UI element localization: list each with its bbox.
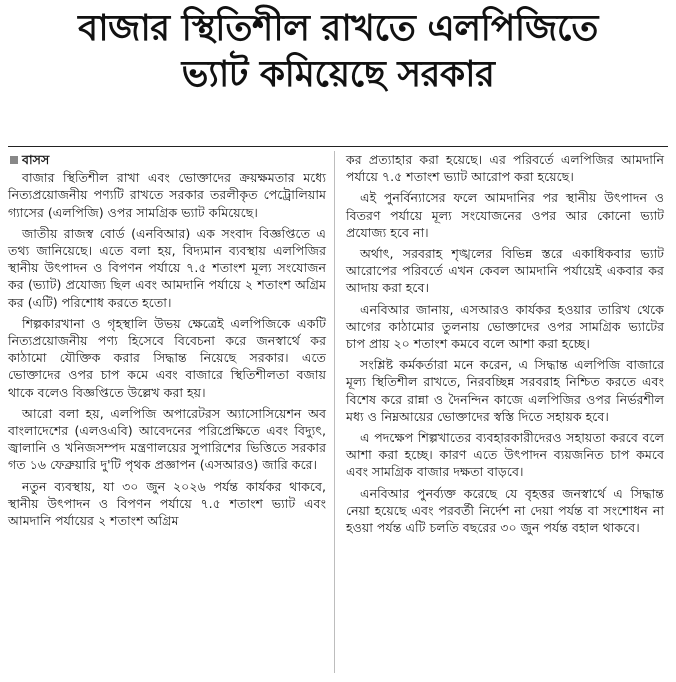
article-column-left xyxy=(8,151,326,533)
paragraph: নতুন ব্যবস্থায়, যা ৩০ জুন ২০২৬ পর্যন্ত কার্যকর থাকবে, স্থানীয় উৎপাদন ও বিপণন পর্যায়ে ৭.৫ শতাংশ ভ্যাট এবং আমদানি পর্যায়ের ২ শতাংশ অগ্রিম xyxy=(8,478,326,529)
paragraph: এই পুনর্বিন্যাসের ফলে আমদানির পর স্থানীয় উৎপাদন ও বিতরণ পর্যায়ে মূল্য সংযোজনের ওপর আর কোনো ভ্যাট প্রযোজ্য হবে না। xyxy=(346,190,664,240)
byline-text: বাসস xyxy=(22,152,50,167)
paragraph: আরো বলা হয়, এলপিজি অপারেটরস অ্যাসোসিয়েশন অব বাংলাদেশের (এলওএবি) আবেদনের পরিপ্রেক্ষিতে এবং বিদ্যুৎ, জ্বালানি ও খনিজসম্পদ মন্ত্রণালয়ের সুপারিশের ভিত্তিতে সরকার গত ১৬ ফেব্রুয়ারি দু'টি পৃথক প্রজ্ঞাপন (এসআরও) জারি করে। xyxy=(8,405,326,473)
paragraph: এ পদক্ষেপ শিল্পখাতের ব্যবহারকারীদেরও সহায়তা করবে বলে আশা করা হচ্ছে। কারণ এতে উৎপাদন ব্যয়জনিত চাপ কমবে এবং সামগ্রিক বাজার দক্ষতা বাড়বে। xyxy=(346,430,664,480)
headline xyxy=(0,6,676,98)
paragraph: জাতীয় রাজস্ব বোর্ড (এনবিআর) এক সংবাদ বিজ্ঞপ্তিতে এ তথ্য জানিয়েছে। এতে বলা হয়, বিদ্যমান ব্যবস্থায় এলপিজির স্থানীয় উৎপাদন ও বিপণন পর্যায়ে ৭.৫ শতাংশ মূল্য সংযোজন কর (ভ্যাট) প্রযোজ্য ছিল এবং আমদানি পর্যায়ে ২ শতাংশ অগ্রিম কর (এটি) পরিশোধ করতে হতো। xyxy=(8,225,326,310)
paragraph: সংশ্লিষ্ট কর্মকর্তারা মনে করেন, এ সিদ্ধান্ত এলপিজি বাজারে মূল্য স্থিতিশীল রাখতে, নিরবচ্ছিন্ন সরবরাহ নিশ্চিত করতে এবং বিশেষ করে রান্না ও দৈনন্দিন কাজে এলপিজির ওপর নির্ভরশীল মধ্য ও নিম্নআয়ের ভোক্তাদের স্বস্তি দিতে সহায়ক হবে। xyxy=(346,357,664,424)
paragraph: এনবিআর জানায়, এসআরও কার্যকর হওয়ার তারিখ থেকে আগের কাঠামোর তুলনায় ভোক্তাদের ওপর সামগ্রিক ভ্যাটের চাপ প্রায় ২০ শতাংশ কমবে বলে আশা করা হচ্ছে। xyxy=(346,301,664,352)
headline-divider xyxy=(8,146,668,147)
paragraph: অর্থাৎ, সরবরাহ শৃঙ্খলের বিভিন্ন স্তরে একাধিকবার ভ্যাট আরোপের পরিবর্তে এখন কেবল আমদানি পর্যায়েই একবার কর আদায় করা হবে। xyxy=(346,246,664,296)
article-column-right xyxy=(346,151,664,540)
paragraph: এনবিআর পুনর্ব্যক্ত করেছে যে বৃহত্তর জনস্বার্থে এ সিদ্ধান্ত নেয়া হয়েছে এবং পরবর্তী নির্দেশ না দেয়া পর্যন্ত বা সংশোধন না হওয়া পর্যন্ত এটি চলতি বছরের ৩০ জুন পর্যন্ত বহাল থাকবে। xyxy=(346,485,664,536)
paragraph: বাজার স্থিতিশীল রাখা এবং ভোক্তাদের ক্রয়ক্ষমতার মধ্যে নিত্যপ্রয়োজনীয় পণ্যটি রাখতে সরকার তরলীকৃত পেট্রোলিয়াম গ্যাসের (এলপিজি) ওপর সামগ্রিক ভ্যাট কমিয়েছে। xyxy=(8,170,326,220)
headline-line-1: বাজার স্থিতিশীল রাখতে এলপিজিতে xyxy=(78,8,598,49)
paragraph: শিল্পকারখানা ও গৃহস্থালি উভয় ক্ষেত্রেই এলপিজিকে একটি নিত্যপ্রয়োজনীয় পণ্য হিসেবে বিবেচনা করে জনস্বার্থে কর কাঠামো যৌক্তিক করার সিদ্ধান্ত নিয়েছে সরকার। এতে ভোক্তাদের ওপর চাপ কমে এবং বাজারে স্থিতিশীলতা বজায় থাকে বলেও বিজ্ঞপ্তিতে উল্লেখ করা হয়। xyxy=(8,315,326,400)
bullet-icon xyxy=(10,156,18,164)
paragraph: কর প্রত্যাহার করা হয়েছে। এর পরিবর্তে এলপিজির আমদানি পর্যায়ে ৭.৫ শতাংশ ভ্যাট আরোপ করা হয়েছে। xyxy=(346,152,664,185)
headline-line-2: ভ্যাট কমিয়েছে সরকার xyxy=(181,54,495,95)
column-rule xyxy=(334,151,335,673)
byline xyxy=(8,151,326,168)
